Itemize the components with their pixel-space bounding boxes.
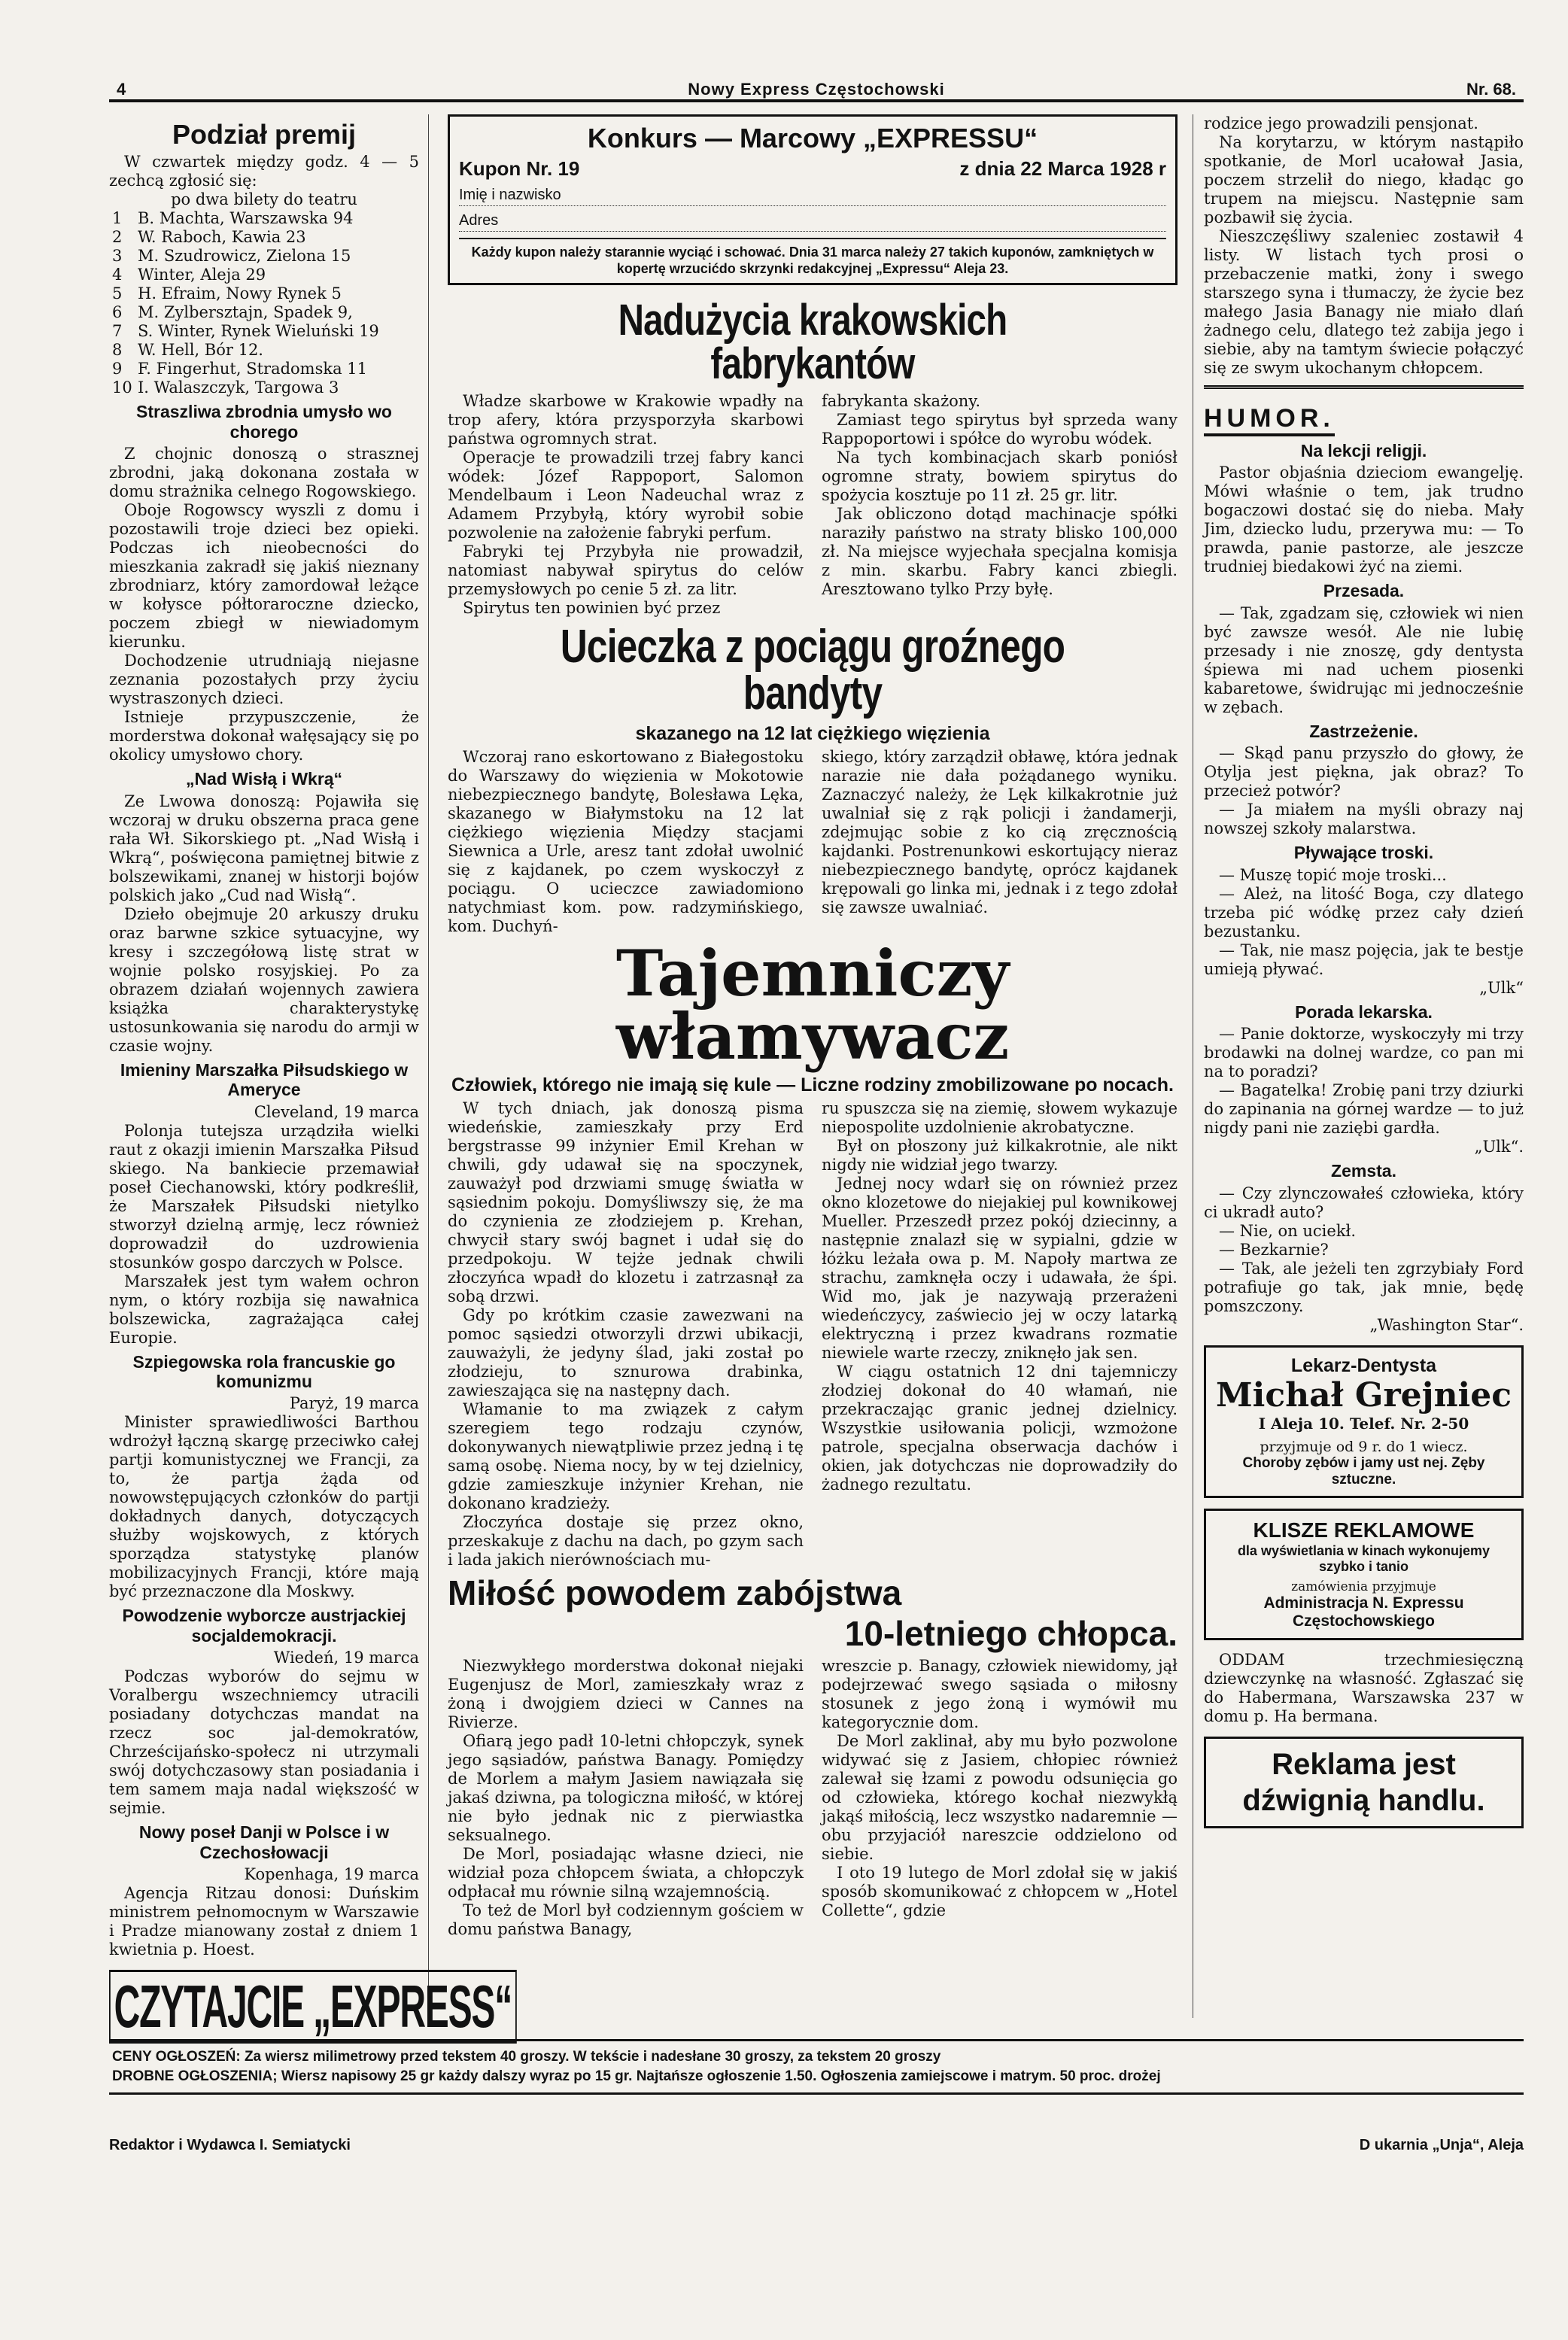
article-paragraph: Agencja Ritzau donosi: Duńskim ministrem pełnomocnym w Warszawie i Pradze mianowany został z dniem 1 kwietnia p. Hoest. [109, 1884, 419, 1959]
ad-hours: przyjmuje od 9 r. do 1 wiecz. [1260, 1439, 1468, 1456]
article-paragraph: ru spuszcza się na ziemię, słowem wykazuje niepospolite uzdolnienie akrobatyczne. [822, 1099, 1178, 1136]
article-paragraph: Jak obliczono dotąd machinacje spółki naraziły państwo na straty blisko 100,000 zł. Na miejsce wyjechała specjalna komisja z min. skarbu. Fabry kanci zbiegli. Aresztowano tylko Przy byłę. [822, 505, 1178, 598]
article-paragraph: Fabryki tej Przybyła nie prowadził, natomiast nabywał spirytus do celów przemysłowych po cenie 5 zł. za litr. [448, 542, 804, 598]
ad-name: Michał Grejniec [1215, 1376, 1512, 1415]
article-paragraph: Władze skarbowe w Krakowie wpadły na trop afery, która przysporzyła skarbowi państwa ogromnych strat. [448, 392, 804, 448]
premie-list-item [112, 266, 419, 284]
premie-name: W. Hell, Bór 12. [138, 341, 263, 360]
article-paragraph: W ciągu ostatnich 12 dni tajemniczy złodziej dokonał do 40 włamań, nie przekraczając granic jednej dzielnicy. Wszystkie usiłowania policji, wzmożone patrole, specjalna obserwacja dachów i okien, jak dotychczas nie doprowadziły do żadnego rezultatu. [822, 1362, 1178, 1494]
premie-number: 6 [112, 303, 123, 322]
drobne-label: DROBNE OGŁOSZENIA; [112, 2068, 278, 2084]
premie-intro: W czwartek między godz. 4 — 5 zechcą zgłosić się: [109, 153, 419, 190]
dateline: Wiedeń, 19 marca [273, 1649, 419, 1667]
premie-number: 7 [112, 322, 123, 341]
article-paragraph: Nieszczęśliwy szaleniec zostawił 4 listy. W listach tych prosi o przebaczenie matki, żony i swego starszego syna i tłumaczy, że życie bez małego Jasia Banagy nie miało dlań żadnego celu, dlatego też zabija jego i siebie, aby na tamtym świecie połączyć się ze swym ukochanym chłopcem. [1204, 227, 1524, 377]
premie-list-item [112, 378, 419, 397]
article-paragraph: Operacje te prowadzili trzej fabry kanci wódek: Józef Rappoport, Salomon Mendelbaum i Leon Nadeuchal wraz z Adamem Przybyłą, który wyrobił sobie pozwolenie na założenie fabryki perfum. [448, 448, 804, 542]
article-paragraph: Złoczyńca dostaje się przez okno, przeskakuje z dachu na dach, po gzym sach i lada jakich nierównościach mu- [448, 1512, 804, 1569]
article-paragraph: De Morl, posiadając własne dzieci, nie widział poza chłopcem świata, a chłopczyk odpłacał mu równie silną wzajemnością. [448, 1844, 804, 1901]
article-paragraph: De Morl zaklinał, aby mu było pozwolone widywać się z Jasiem, chłopiec również zalewał się łzami z powodu odsunięcia go od człowieka, którego kochał niezwykłą jakąś miłością, lecz wszystko nadaremnie — obu przyjaciół nareszcie oddzielono od siebie. [822, 1731, 1178, 1863]
drobne-text: Wiersz napisowy 25 gr każdy dalszy wyraz po 15 gr. Najtańsze ogłoszenie 1.50. Ogłoszenia zamiejscowe i matrym. 50 proc. drożej [281, 2068, 1161, 2084]
joke-title: Pływające troski. [1293, 843, 1434, 863]
article-paragraph: fabrykanta skażony. [822, 392, 981, 410]
premie-name: M. Zylbersztajn, Spadek 9, [138, 303, 353, 322]
article-paragraph: skiego, który zarządził obławę, która jednak narazie nie dała pożądanego wyniku. Zaznaczyć należy, że Lęk kilkakrotnie już uwalniał się z rąk policji i żandamerji, zdejmując sobie z ko cią zręcznością kajdanki. Postrenunkowi eskortujący nieraz niebezpiecznego bandytę, oprócz kajdanek krępowali go linka mi, jednak i z tego zdołał się zawsze uwalniać. [822, 747, 1178, 916]
premie-number: 9 [112, 360, 123, 378]
article-paragraph: Ze Lwowa donoszą: Pojawiła się wczoraj w druku obszerna praca gene rała Wł. Sikorskiego pt. „Nad Wisłą i Wkrą“, poświęcona pamiętnej bitwie z bolszewikami, znanej w historji bojów polskich jako „Cud nad Wisłą“. [109, 792, 419, 904]
right-column [1193, 114, 1524, 2018]
article-subtitle: skazanego na 12 lat ciężkiego więzienia [635, 723, 990, 744]
ad-text: dla wyświetlania w kinach wykonujemy szybko i tanio [1237, 1542, 1491, 1574]
ad-text: Administracja N. Expressu Częstochowskiego [1263, 1594, 1464, 1630]
premie-name: Winter, Aleja 29 [138, 266, 266, 284]
article-headline: Tajemniczy włamywacz [615, 935, 1010, 1074]
contest-coupon [448, 114, 1178, 285]
article-paragraph: Włamanie to ma związek z całym szeregiem tego rodzaju czynów, dokonywanych niewątpliwie przez jedną i tę samą osobę. Niema nocy, by w tej dzielnicy, gdzie zamieszkuje inżynier Krehan, nie dokonano kradzieży. [448, 1399, 804, 1512]
premie-list-item [112, 341, 419, 360]
coupon-note: Każdy kupon należy starannie wyciąć i schować. Dnia 31 marca należy 27 takich kuponów, zamkniętych w kopertę wrzucićdo skrzynki redakcyjnej „Expressu“ Aleja 23. [459, 238, 1166, 277]
premie-name: S. Winter, Rynek Wieluński 19 [138, 322, 379, 341]
premie-list [109, 209, 419, 397]
center-column [440, 114, 1185, 2018]
article-headline: Miłość powodem zabójstwa [448, 1573, 902, 1612]
joke-text: — Bezkarnie? [1219, 1240, 1329, 1259]
article-headline: 10-letniego chłopca. [844, 1613, 1178, 1653]
premie-name: B. Machta, Warszawska 94 [138, 209, 354, 228]
premie-name: F. Fingerhut, Stradomska 11 [138, 360, 368, 378]
premie-number: 3 [112, 247, 123, 266]
premie-number: 4 [112, 266, 123, 284]
article-title: „Nad Wisłą i Wkrą“ [185, 769, 343, 789]
joke-text: Pastor objaśnia dzieciom ewangelję. Mówi właśnie o tem, jak trudno bogaczowi dostać się do nieba. Mały Jim, dziecko ludu, przerywa mu: — To prawda, panie pastorze, ale jeszcze trudniej biedakowi żyć na ziemi. [1204, 463, 1524, 576]
premie-number: 1 [112, 209, 123, 228]
joke-text: — Tak, ale jeżeli ten zgrzybiały Ford potrafiuje go tak, jak mnie, będę pomszczony. [1204, 1259, 1524, 1315]
article-paragraph: Podczas wyborów do sejmu w Voralbergu wszechniemcy utracili posiadany dotychczas mandat na rzecz soc jal-demokratów, Chrześcijańsko-społecz ni utrzymali swój dotychczasowy stan posiadania i tem samem maja nadal większość w sejmie. [109, 1667, 419, 1818]
joke-text: — Ja miałem na myśli obrazy naj nowszej szkoły malarstwa. [1204, 801, 1524, 838]
joke-text: — Panie doktorze, wyskoczyły mi trzy brodawki na dolnej wardze, co pan mi na to poradzi? [1204, 1025, 1524, 1081]
joke-text: — Czy zlynczowałeś człowieka, który ci ukradł auto? [1204, 1184, 1524, 1221]
premie-name: M. Szudrowicz, Zielona 15 [138, 247, 351, 266]
article-headline: Nadużycia krakowskich fabrykantów [618, 296, 1007, 388]
article-title: Szpiegowska rola francuskie go komunizmu [132, 1351, 396, 1392]
article-title: Powodzenie wyborcze austrjackiej socjaldemokracji. [122, 1606, 406, 1646]
dentist-ad [1204, 1345, 1524, 1499]
article-paragraph: W tych dniach, jak donoszą pisma wiedeńskie, zamieszkały przy Erd bergstrasse 99 inżynier Emil Krehan w chwili, gdy udawał się na spoczynek, zauważył pod drzwiami smugę światła w sąsiednim pokoju. Domyśliwszy się, że ma do czynienia ze złodziejem p. Krehan, chwycił stary swój bagnet i udał się do przedpokoju. W tejże jednak chwili złoczyńca wpadł do klozetu i zatrzasnął za sobą drzwi. [448, 1099, 804, 1305]
article-paragraph: Był on płoszony już kilkakrotnie, ale nikt nigdy nie widział jego twarzy. [822, 1136, 1178, 1174]
article-paragraph: rodzice jego prowadzili pensjonat. [1204, 114, 1478, 132]
joke-source: „Ulk“ [1479, 978, 1524, 997]
name-field[interactable]: Imię i nazwisko [459, 187, 1166, 206]
coupon-date: z dnia 22 Marca 1928 r [959, 157, 1166, 180]
article-paragraph: Oboje Rogowscy wyszli z domu i pozostawili troje dzieci bez opieki. Podczas ich nieobecności do mieszkania zakradł się jakiś nieznany zbrodniarz, który zamordował leżące w kołysce półtoraroczne dziecko, poczem zbiegł w niewiadomym kierunku. [109, 501, 419, 652]
premie-number: 2 [112, 228, 123, 247]
article-paragraph: Dzieło obejmuje 20 arkuszy druku oraz barwne szkice sytuacyjne, wy kresy i szczegółową listę strat w wojnie polsko rosyjskiej. Po za obrazem działań wojennych zawiera książka charakterystykę ustosunkowania się narodu do armji w czasie wojny. [109, 904, 419, 1055]
joke-text: — Muszę topić moje troski... [1219, 865, 1447, 884]
article-paragraph: Polonja tutejsza urządziła wielki raut z okazji imienin Marszałka Piłsud skiego. Na bankiecie przemawiał poseł Ciechanowski, który podkreślił, że Marszałek Piłsudski nietylko stworzył dzielną armję, lecz również doprowadził do uzdrowienia stosunków gospo darczych w Polsce. [109, 1121, 419, 1272]
printer-credit: D ukarnia „Unja“, Aleja [1359, 2137, 1524, 2153]
premie-list-item [112, 247, 419, 266]
czytajcie-ad: CZYTAJCIE „EXPRESS“ [109, 1970, 517, 2044]
joke-text: — Nie, on uciekł. [1219, 1221, 1357, 1240]
premie-list-item [112, 209, 419, 228]
article-paragraph: I oto 19 lutego de Morl zdołał się w jakiś sposób skomunikować z chłopcem w „Hotel Collette“, gdzie [822, 1863, 1178, 1919]
article-paragraph: Na tych kombinacjach skarb poniósł ogromne straty, bowiem spirytus do spożycia kosztuje po 11 zł. 25 gr. litr. [822, 448, 1178, 504]
joke-title: Zemsta. [1331, 1161, 1396, 1181]
dateline: Paryż, 19 marca [289, 1394, 419, 1413]
article-paragraph: Istnieje przypuszczenie, że morderstwa dokonał wałęsający się po okolicy umysłowo chory. [109, 708, 419, 764]
page-number: 4 [117, 80, 126, 99]
article-paragraph: Wczoraj rano eskortowano z Białegostoku do Warszawy do więzienia w Mokotowie niebezpiecznego bandytę, Bolesława Lęka, skazanego w Białymstoku na 12 lat ciężkiego więzienia Między stacjami Siewnica a Urle, aresz tant zdołał uwolnić się z kajdanek, po czem wyskoczył z pociągu. O ucieczce zawiadomiono natychmiast kom. pow. radzymińskiego, kom. Duchyń- [448, 747, 804, 935]
article-headline: Ucieczka z pociągu groźnego bandyty [560, 621, 1065, 719]
joke-source: „Washington Star“. [1369, 1315, 1524, 1334]
prices-text: Za wiersz milimetrowy przed tekstem 40 groszy. W tekście i nadesłane 30 groszy, za tekstem 20 groszy [244, 2049, 941, 2065]
premie-number: 10 [112, 378, 132, 397]
article-paragraph: Ofiarą jego padł 10-letni chłopczyk, synek jego sąsiadów, państwa Banagy. Pomiędzy de Morlem a małym Jasiem nawiązała się jakaś dziwna, pa tologiczna miłość, w której nie było jednak nic z pierwiastka seksualnego. [448, 1731, 804, 1844]
article-title: Nowy poseł Danji w Polsce i w Czechosłowacji [138, 1822, 390, 1862]
article-paragraph: Marszałek jest tym wałem ochron nym, o który rozbija się nawałnica bolszewicka, zagrażająca całej Europie. [109, 1272, 419, 1347]
joke-text: — Ależ, na litość Boga, czy dlatego trzeba pić wódkę przez cały dzień bezustanku. [1204, 884, 1524, 941]
joke-title: Zastrzeżenie. [1309, 721, 1418, 741]
joke-title: Na lekcji religji. [1300, 441, 1427, 460]
article-paragraph: Zamiast tego spirytus był sprzeda wany Rappoportowi i spółce do wyrobu wódek. [822, 411, 1178, 448]
ad-text: dźwignią handlu. [1242, 1783, 1485, 1817]
article-paragraph: Dochodzenie utrudniają niejasne zeznania pozostałych przy życiu wystraszonych dzieci. [109, 652, 419, 708]
prices-label: CENY OGŁOSZEŃ: [112, 2049, 241, 2065]
dateline: Kopenhaga, 19 marca [244, 1865, 419, 1884]
joke-text: — Skąd panu przyszło do głowy, że Otylja jest piękna, jak obraz? To przecież potwór? [1204, 744, 1524, 801]
coupon-number: Kupon Nr. 19 [459, 157, 580, 180]
article-title: Straszliwa zbrodnia umysło wo chorego [136, 402, 392, 442]
article-paragraph: Na korytarzu, w którym nastąpiło spotkanie, de Morl ucałował Jasia, poczem strzelił do niego, kładąc go trupem na miejscu. Następnie sam pozbawił się życia. [1204, 133, 1524, 226]
premie-name: W. Raboch, Kawia 23 [138, 228, 306, 247]
premie-list-item [112, 284, 419, 303]
article-paragraph: Spirytus ten powinien być przez [463, 599, 721, 617]
joke-text: — Tak, nie masz pojęcia, jak te bestje umieją pływać. [1204, 941, 1524, 978]
premie-name: H. Efraim, Nowy Rynek 5 [138, 284, 342, 303]
ad-text: zamówienia przyjmuje [1291, 1579, 1436, 1594]
article-paragraph: Jednej nocy wdarł się on również przez okno klozetowe do niejakiej pul kownikowej Mueller. Przeszedł przez pokój dziecinny, a następnie znalazł się w sypialni, gdzie w łóżku leżała owa p. M. Napoły martwa ze strachu, zamknęła oczy i udawała, że śpi. Wid mo, jak je nazywają przerażeni wiedeńczycy, zaświecio jej w oczy latarką elektryczną i przez kwadrans rozmatie niewiele warte rzeczy, zniknęło jak sen. [822, 1174, 1178, 1362]
ad-heading: KLISZE REKLAMOWE [1253, 1518, 1475, 1542]
article-title: Imieniny Marszałka Piłsudskiego w Ameryce [120, 1059, 409, 1100]
classified-ad: ODDAM trzechmiesięczną dziewczynkę na własność. Zgłaszać się do Habermana, Warszawska 237 w domu p. Ha bermana. [1204, 1650, 1524, 1725]
joke-text: — Tak, zgadzam się, człowiek wi nien być zawsze wesół. Ale nie lubię przesady i nie znoszę, gdy dentysta śpiewa mi nad uchem piosenki kabaretowe, świdrując mi jednocześnie w zębach. [1204, 603, 1524, 716]
article-paragraph: wreszcie p. Banagy, człowiek niewidomy, jął podejrzewać swego sąsiada o miłosny stosunek z jego żoną i wymówił mu kategorycznie dom. [822, 1656, 1178, 1731]
divider [1204, 385, 1524, 389]
premie-number: 5 [112, 284, 123, 303]
address-field[interactable]: Adres [459, 212, 1166, 232]
premie-title: Podział premij [172, 119, 357, 150]
article-paragraph: Niezwykłego morderstwa dokonał niejaki Eugenjusz de Morl, zamieszkały wraz z żoną i dwojgiem dzieci w Cannes na Rivierze. [448, 1656, 804, 1731]
premie-sub: po dwa bilety do teatru [171, 190, 357, 209]
premie-name: I. Walaszczyk, Targowa 3 [138, 378, 339, 397]
joke-text: — Bagatelka! Zrobię pani trzy dziurki do zapinania na górnej wardze — to już nigdy pani nie zaziębi gardła. [1204, 1081, 1524, 1138]
reklama-ad [1204, 1737, 1524, 1828]
premie-list-item [112, 322, 419, 341]
contest-title: Konkurs — Marcowy „EXPRESSU“ [587, 123, 1038, 153]
article-paragraph: Minister sprawiedliwości Barthou wdrożył łączną skargę przeciwko całej partji komunistycznej we Francji, za to, że partja żąda od nowowstępujących członków do partji dokładnych danych, dotyczących służby wojskowych, z których sporządza statystykę planów mobilizacyjnych Francji, które mają być przeznaczone dla Moskwy. [109, 1413, 419, 1601]
joke-title: Przesada. [1323, 581, 1405, 601]
newspaper-page [109, 80, 1524, 2302]
ad-services: Choroby zębów i jamy ust nej. Zęby sztuczne. [1242, 1455, 1485, 1488]
article-paragraph: Gdy po krótkim czasie zawezwani na pomoc sąsiedzi otworzyli drzwi ubikacji, zauważyli, że jedyny ślad, jaki został po złodzieju, to sznurowa drabinka, zawieszająca się na następny dach. [448, 1305, 804, 1399]
joke-title: Porada lekarska. [1295, 1001, 1433, 1022]
article-paragraph: To też de Morl był codziennym gościem w domu państwa Banagy, [448, 1901, 804, 1938]
premie-list-item [112, 360, 419, 378]
ad-address: I Aleja 10. Telef. Nr. 2-50 [1258, 1415, 1469, 1433]
newspaper-title: Nowy Express Częstochowski [688, 80, 945, 99]
humor-section-title: HUMOR. [1204, 404, 1335, 436]
klisze-ad [1204, 1509, 1524, 1640]
premie-list-item [112, 228, 419, 247]
ad-heading: Lekarz-Dentysta [1290, 1354, 1437, 1376]
dateline: Cleveland, 19 marca [254, 1102, 419, 1121]
ad-prices [109, 2039, 1524, 2095]
issue-number: Nr. 68. [1466, 80, 1516, 99]
joke-source: „Ulk“. [1474, 1138, 1524, 1156]
article-paragraph: Z chojnic donoszą o strasznej zbrodni, jaką dokonana została w domu strażnika celnego Rogowskiego. [109, 445, 419, 501]
premie-list-item [112, 303, 419, 322]
article-subtitle: Człowiek, którego nie imają się kule — Liczne rodziny zmobilizowane po nocach. [451, 1074, 1174, 1096]
premie-number: 8 [112, 341, 123, 360]
page-header [109, 80, 1524, 102]
ad-text: Reklama jest [1272, 1747, 1456, 1781]
editor-credit: Redaktor i Wydawca I. Semiatycki [109, 2137, 351, 2153]
